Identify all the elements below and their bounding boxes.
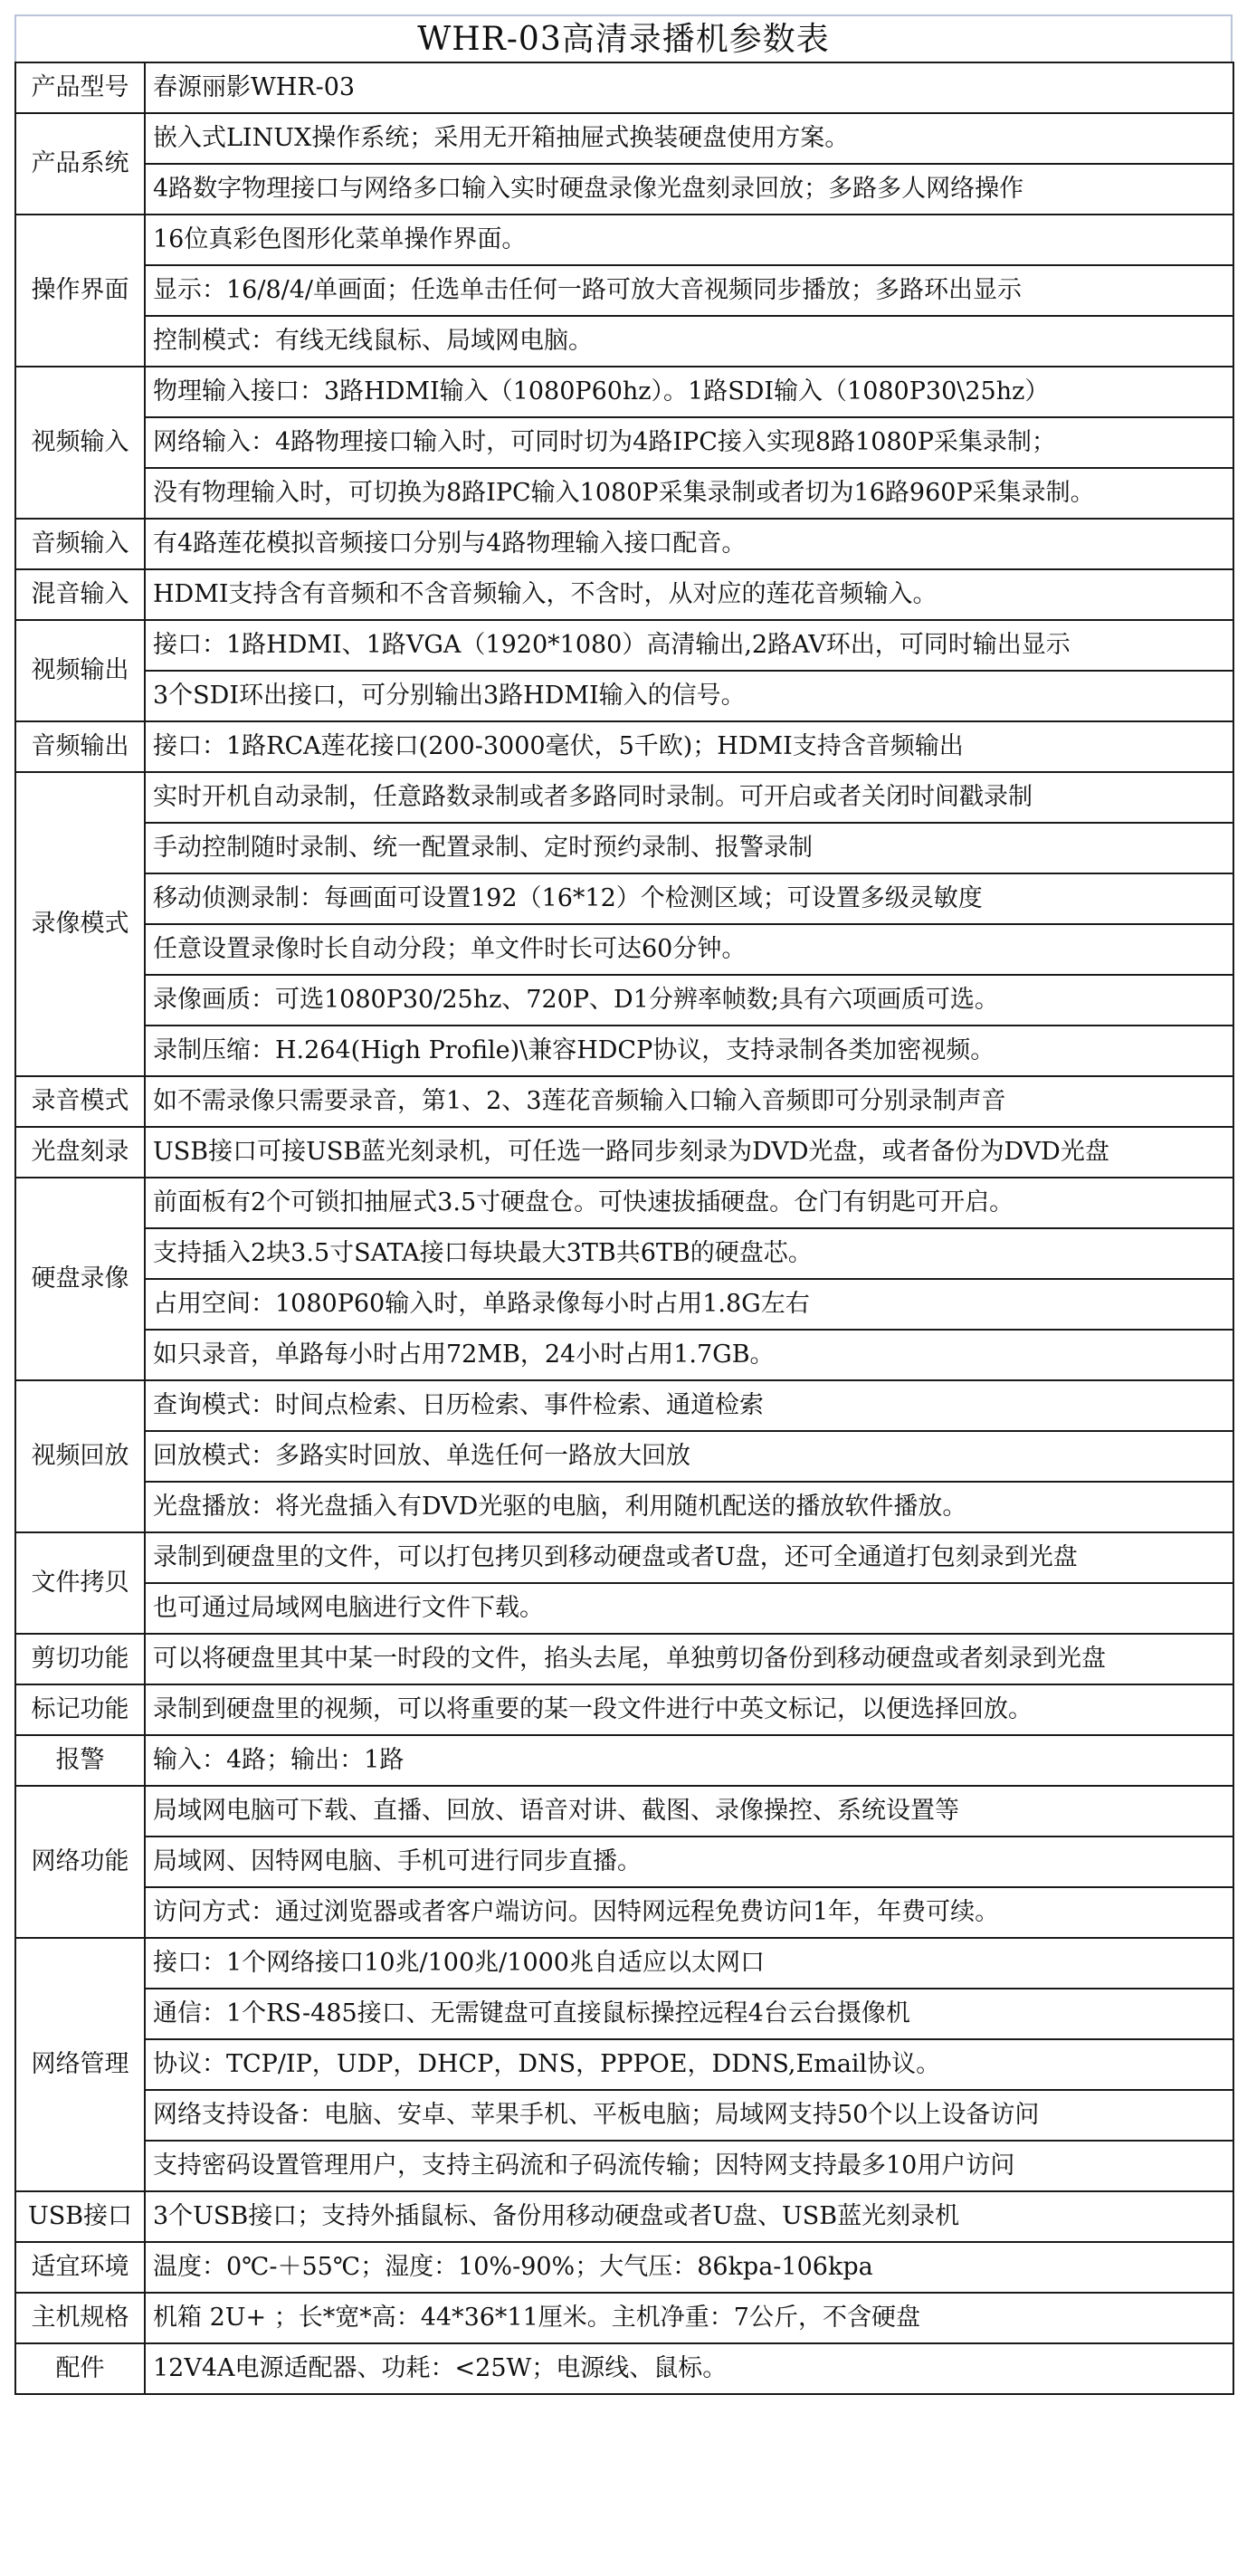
- category-cell: 报警: [15, 1735, 145, 1786]
- spec-value-cell: 支持密码设置管理用户，支持主码流和子码流传输；因特网支持最多10用户访问: [145, 2141, 1233, 2191]
- table-row: [15, 417, 1233, 468]
- spec-value-cell: 温度：0℃-＋55℃；湿度：10%-90%；大气压：86kpa-106kpa: [145, 2242, 1233, 2293]
- category-cell: 剪切功能: [15, 1634, 145, 1684]
- spec-value-cell: 显示：16/8/4/单画面；任选单击任何一路可放大音视频同步播放；多路环出显示: [145, 265, 1233, 316]
- table-row: [15, 1887, 1233, 1938]
- spec-value-cell: 支持插入2块3.5寸SATA接口每块最大3TB共6TB的硬盘芯。: [145, 1228, 1233, 1279]
- category-cell: 视频输入: [15, 367, 145, 519]
- table-row: [15, 721, 1233, 772]
- spec-value-cell: 局域网电脑可下载、直播、回放、语音对讲、截图、录像操控、系统设置等: [145, 1786, 1233, 1837]
- table-row: [15, 2039, 1233, 2090]
- spec-value-cell: 接口：1路RCA莲花接口(200-3000毫伏，5千欧)；HDMI支持含音频输出: [145, 721, 1233, 772]
- table-row: [15, 823, 1233, 873]
- spec-value-cell: 回放模式：多路实时回放、单选任何一路放大回放: [145, 1431, 1233, 1482]
- category-cell: 产品系统: [15, 113, 145, 215]
- table-row: [15, 1532, 1233, 1583]
- table-row: [15, 519, 1233, 569]
- spec-value-cell: 也可通过局域网电脑进行文件下载。: [145, 1583, 1233, 1634]
- table-row: [15, 2191, 1233, 2242]
- category-cell: 网络管理: [15, 1938, 145, 2191]
- table-row: [15, 1634, 1233, 1684]
- spec-value-cell: 接口：1个网络接口10兆/100兆/1000兆自适应以太网口: [145, 1938, 1233, 1989]
- category-cell: 视频输出: [15, 620, 145, 721]
- spec-value-cell: 实时开机自动录制，任意路数录制或者多路同时录制。可开启或者关闭时间戳录制: [145, 772, 1233, 823]
- table-row: [15, 1837, 1233, 1887]
- spec-value-cell: 控制模式：有线无线鼠标、局域网电脑。: [145, 316, 1233, 367]
- spec-value-cell: 移动侦测录制：每画面可设置192（16*12）个检测区域；可设置多级灵敏度: [145, 873, 1233, 924]
- table-row: [15, 1076, 1233, 1127]
- spec-value-cell: 输入：4路；输出：1路: [145, 1735, 1233, 1786]
- spec-value-cell: 网络支持设备：电脑、安卓、苹果手机、平板电脑；局域网支持50个以上设备访问: [145, 2090, 1233, 2141]
- table-row: [15, 1786, 1233, 1837]
- spec-value-cell: 可以将硬盘里其中某一时段的文件，掐头去尾，单独剪切备份到移动硬盘或者刻录到光盘: [145, 1634, 1233, 1684]
- spec-value-cell: 如不需录像只需要录音，第1、2、3莲花音频输入口输入音频即可分别录制声音: [145, 1076, 1233, 1127]
- table-row: [15, 1279, 1233, 1330]
- spec-value-cell: 通信：1个RS-485接口、无需键盘可直接鼠标操控远程4台云台摄像机: [145, 1989, 1233, 2039]
- category-cell: 录像模式: [15, 772, 145, 1076]
- spec-value-cell: 12V4A电源适配器、功耗：<25W；电源线、鼠标。: [145, 2343, 1233, 2394]
- spec-value-cell: 如只录音，单路每小时占用72MB，24小时占用1.7GB。: [145, 1330, 1233, 1380]
- table-row: [15, 62, 1233, 113]
- category-cell: 光盘刻录: [15, 1127, 145, 1178]
- spec-value-cell: 4路数字物理接口与网络多口输入实时硬盘录像光盘刻录回放；多路多人网络操作: [145, 164, 1233, 215]
- table-row: [15, 215, 1233, 265]
- table-row: [15, 2242, 1233, 2293]
- spec-value-cell: 前面板有2个可锁扣抽屉式3.5寸硬盘仓。可快速拔插硬盘。仓门有钥匙可开启。: [145, 1178, 1233, 1228]
- table-row: [15, 265, 1233, 316]
- table-row: [15, 1684, 1233, 1735]
- table-row: [15, 1178, 1233, 1228]
- table-row: [15, 569, 1233, 620]
- table-row: [15, 1228, 1233, 1279]
- category-cell: USB接口: [15, 2191, 145, 2242]
- spec-value-cell: 3个USB接口；支持外插鼠标、备份用移动硬盘或者U盘、USB蓝光刻录机: [145, 2191, 1233, 2242]
- spec-table: [14, 62, 1234, 2395]
- table-row: [15, 1735, 1233, 1786]
- table-row: [15, 2141, 1233, 2191]
- category-cell: 混音输入: [15, 569, 145, 620]
- spec-value-cell: 物理输入接口：3路HDMI输入（1080P60hz）。1路SDI输入（1080P30\25hz）: [145, 367, 1233, 417]
- spec-value-cell: 录制到硬盘里的视频，可以将重要的某一段文件进行中英文标记，以便选择回放。: [145, 1684, 1233, 1735]
- table-row: [15, 1330, 1233, 1380]
- spec-value-cell: HDMI支持含有音频和不含音频输入，不含时，从对应的莲花音频输入。: [145, 569, 1233, 620]
- table-row: [15, 2293, 1233, 2343]
- spec-value-cell: 3个SDI环出接口，可分别输出3路HDMI输入的信号。: [145, 671, 1233, 721]
- table-row: [15, 1026, 1233, 1076]
- category-cell: 录音模式: [15, 1076, 145, 1127]
- category-cell: 操作界面: [15, 215, 145, 367]
- table-row: [15, 113, 1233, 164]
- spec-value-cell: 任意设置录像时长自动分段；单文件时长可达60分钟。: [145, 924, 1233, 975]
- spec-value-cell: 局域网、因特网电脑、手机可进行同步直播。: [145, 1837, 1233, 1887]
- spec-value-cell: 占用空间：1080P60输入时，单路录像每小时占用1.8G左右: [145, 1279, 1233, 1330]
- category-cell: 音频输出: [15, 721, 145, 772]
- spec-value-cell: 春源丽影WHR-03: [145, 62, 1233, 113]
- category-cell: 文件拷贝: [15, 1532, 145, 1634]
- table-row: [15, 873, 1233, 924]
- spec-value-cell: 协议：TCP/IP，UDP，DHCP，DNS，PPPOE，DDNS,Email协议。: [145, 2039, 1233, 2090]
- table-row: [15, 1431, 1233, 1482]
- category-cell: 音频输入: [15, 519, 145, 569]
- spec-value-cell: 接口：1路HDMI、1路VGA（1920*1080）高清输出,2路AV环出，可同时输出显示: [145, 620, 1233, 671]
- spec-value-cell: 访问方式：通过浏览器或者客户端访问。因特网远程免费访问1年，年费可续。: [145, 1887, 1233, 1938]
- spec-value-cell: 有4路莲花模拟音频接口分别与4路物理输入接口配音。: [145, 519, 1233, 569]
- table-row: [15, 671, 1233, 721]
- table-row: [15, 1989, 1233, 2039]
- spec-value-cell: 没有物理输入时，可切换为8路IPC输入1080P采集录制或者切为16路960P采集录制。: [145, 468, 1233, 519]
- table-row: [15, 1938, 1233, 1989]
- table-row: [15, 468, 1233, 519]
- table-row: [15, 1583, 1233, 1634]
- table-row: [15, 2090, 1233, 2141]
- spec-value-cell: 录制到硬盘里的文件，可以打包拷贝到移动硬盘或者U盘，还可全通道打包刻录到光盘: [145, 1532, 1233, 1583]
- spec-value-cell: 查询模式：时间点检索、日历检索、事件检索、通道检索: [145, 1380, 1233, 1431]
- table-row: [15, 620, 1233, 671]
- category-cell: 产品型号: [15, 62, 145, 113]
- category-cell: 网络功能: [15, 1786, 145, 1938]
- category-cell: 硬盘录像: [15, 1178, 145, 1380]
- table-row: [15, 1127, 1233, 1178]
- category-cell: 视频回放: [15, 1380, 145, 1532]
- table-row: [15, 924, 1233, 975]
- spec-value-cell: 嵌入式LINUX操作系统；采用无开箱抽屉式换装硬盘使用方案。: [145, 113, 1233, 164]
- table-row: [15, 2343, 1233, 2394]
- category-cell: 配件: [15, 2343, 145, 2394]
- table-row: [15, 164, 1233, 215]
- spec-value-cell: 网络输入：4路物理接口输入时，可同时切为4路IPC接入实现8路1080P采集录制；: [145, 417, 1233, 468]
- category-cell: 标记功能: [15, 1684, 145, 1735]
- spec-value-cell: 16位真彩色图形化菜单操作界面。: [145, 215, 1233, 265]
- spec-value-cell: 录像画质：可选1080P30/25hz、720P、D1分辨率帧数;具有六项画质可选。: [145, 975, 1233, 1026]
- table-row: [15, 316, 1233, 367]
- spec-value-cell: 手动控制随时录制、统一配置录制、定时预约录制、报警录制: [145, 823, 1233, 873]
- spec-value-cell: USB接口可接USB蓝光刻录机，可任选一路同步刻录为DVD光盘，或者备份为DVD光盘: [145, 1127, 1233, 1178]
- spec-value-cell: 录制压缩：H.264(High Profile)\兼容HDCP协议，支持录制各类加密视频。: [145, 1026, 1233, 1076]
- table-row: [15, 975, 1233, 1026]
- table-row: [15, 772, 1233, 823]
- spec-value-cell: 光盘播放：将光盘插入有DVD光驱的电脑，利用随机配送的播放软件播放。: [145, 1482, 1233, 1532]
- category-cell: 适宜环境: [15, 2242, 145, 2293]
- table-row: [15, 1482, 1233, 1532]
- table-row: [15, 367, 1233, 417]
- spec-sheet: [14, 14, 1233, 2395]
- spec-value-cell: 机箱 2U+ ；长*宽*高：44*36*11厘米。主机净重：7公斤，不含硬盘: [145, 2293, 1233, 2343]
- sheet-title: WHR-03高清录播机参数表: [14, 14, 1233, 62]
- table-row: [15, 1380, 1233, 1431]
- category-cell: 主机规格: [15, 2293, 145, 2343]
